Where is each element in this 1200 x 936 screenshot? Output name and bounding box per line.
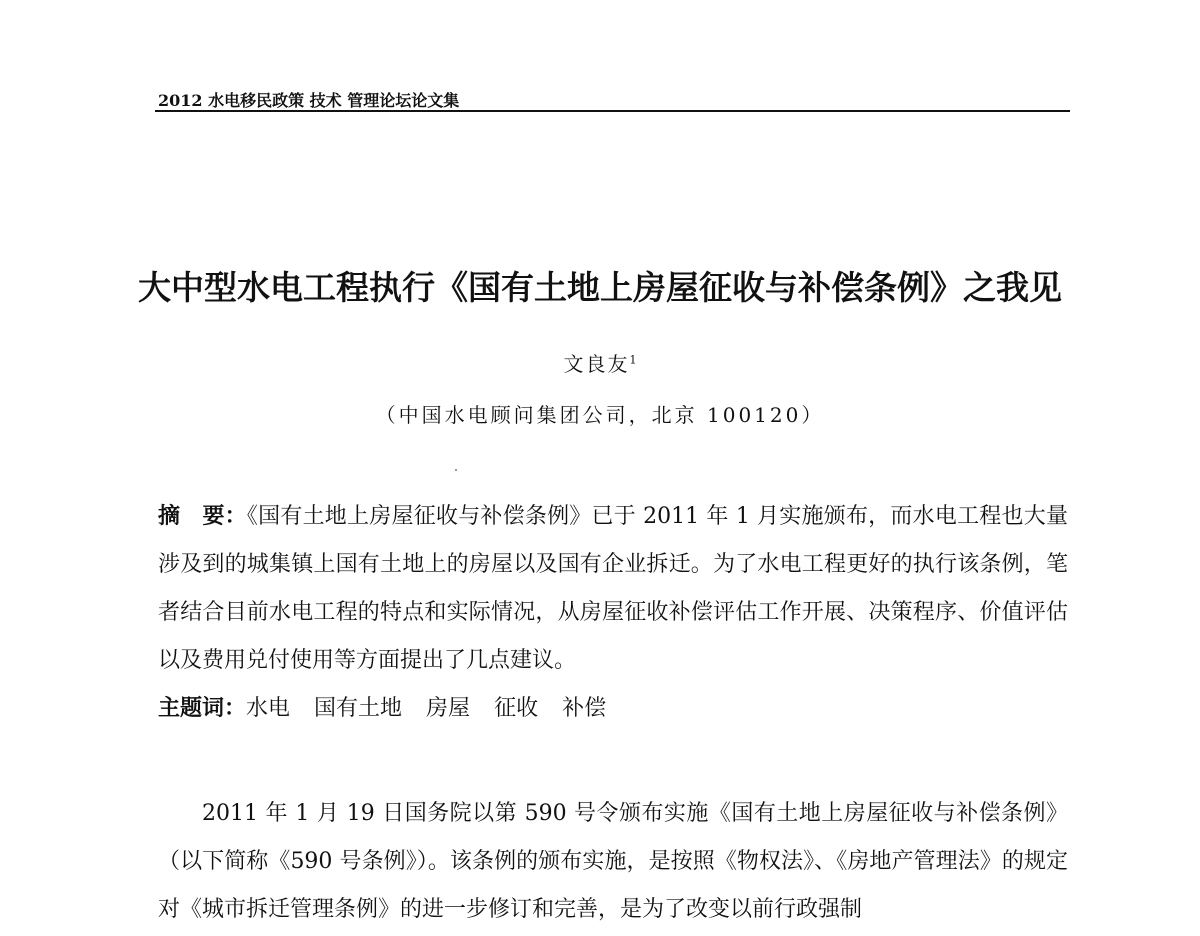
keyword: 房屋 <box>426 696 471 721</box>
abstract <box>158 492 1068 685</box>
keyword: 征收 <box>494 696 539 721</box>
author-line <box>0 348 1200 377</box>
keywords-label: 主题词： <box>158 695 247 721</box>
author-name: 文良友 <box>563 352 630 376</box>
paper-title: 大中型水电工程执行《国有土地上房屋征收与补偿条例》之我见 <box>138 268 1062 307</box>
running-header: 2012 水电移民政策 技术 管理论坛论文集 <box>158 91 460 110</box>
keyword: 补偿 <box>562 696 607 721</box>
scan-speck <box>455 469 457 471</box>
affiliation: （中国水电顾问集团公司，北京 100120） <box>375 403 825 427</box>
keywords <box>158 688 1068 729</box>
abstract-text: 《国有土地上房屋征收与补偿条例》已于 2011 年 1 月实施颁布，而水电工程也大量涉及到的城集镇上国有土地上的房屋以及国有企业拆迁。为了水电工程更好的执行该条例，笔者结合目前水电工程的特点和实际情况，从房屋征收补偿评估工作开展、决策程序、价值评估以及费用兑付使用等方面提出了几点建议。 <box>158 504 1068 673</box>
keyword: 水电 <box>246 696 291 721</box>
abstract-label: 摘 要： <box>158 503 247 529</box>
author-footnote-mark: 1 <box>629 353 637 367</box>
keyword: 国有土地 <box>314 696 403 721</box>
header-rule <box>155 110 1070 112</box>
body-paragraph: 2011 年 1 月 19 日国务院以第 590 号令颁布实施《国有土地上房屋征收与补偿条例》（以下简称《590 号条例》）。该条例的颁布实施，是按照《物权法》、《房地产管理法》的规定对《城市拆迁管理条例》的进一步修订和完善，是为了改变以前行政强制 <box>158 801 1068 922</box>
